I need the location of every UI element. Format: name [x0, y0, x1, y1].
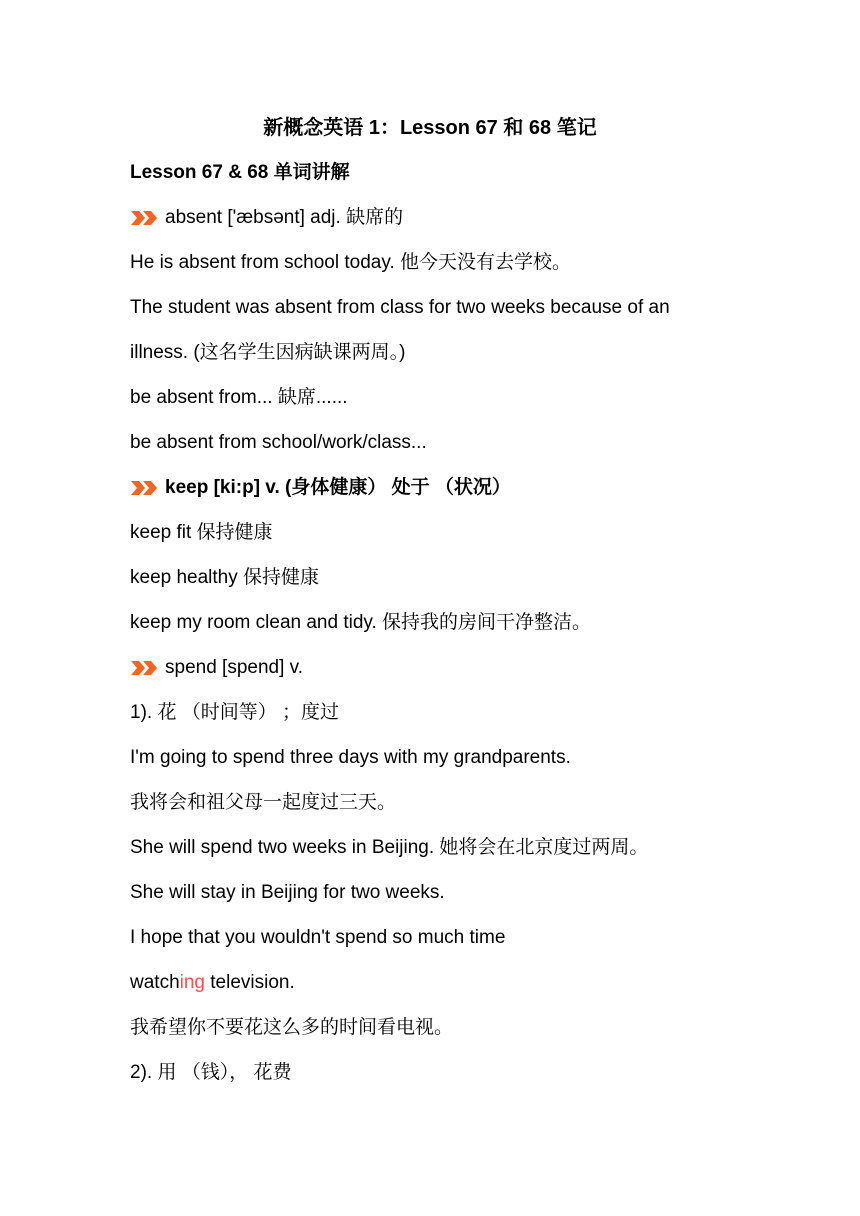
- entry-keep-head: [130, 476, 511, 500]
- absent-example-4: be absent from school/work/class...: [130, 432, 427, 453]
- entry-spend-head: [130, 656, 303, 680]
- keep-example-3: keep my room clean and tidy. 保持我的房间干净整洁。: [130, 612, 592, 633]
- spend-example-4a: I hope that you wouldn't spend so much time: [130, 927, 506, 948]
- spend-example-1b: 我将会和祖父母一起度过三天。: [130, 792, 397, 813]
- absent-example-1: He is absent from school today. 他今天没有去学校。: [130, 252, 571, 273]
- keep-example-1: keep fit 保持健康: [130, 522, 273, 543]
- spend-example-4b-highlight: ing: [179, 972, 205, 993]
- spend-example-3: She will stay in Beijing for two weeks.: [130, 882, 445, 903]
- absent-example-2b: illness. (这名学生因病缺课两周。): [130, 342, 406, 363]
- spend-example-2: She will spend two weeks in Beijing. 她将会在北京度过两周。: [130, 837, 649, 858]
- spend-example-4b-pre: watch: [130, 972, 180, 993]
- double-arrow-bullet-icon: [130, 660, 159, 676]
- spend-sense-1: 1). 花 （时间等） ；度过: [130, 702, 340, 723]
- spend-example-4b-post: television.: [205, 972, 295, 993]
- entry-absent-head: [130, 206, 403, 230]
- entry-absent-head-text: absent ['æbsənt] adj. 缺席的: [165, 207, 404, 228]
- spend-sense-2: 2). 用 （钱）， 花费: [130, 1062, 292, 1083]
- spend-example-4c: 我希望你不要花这么多的时间看电视。: [130, 1017, 454, 1038]
- keep-example-2: keep healthy 保持健康: [130, 567, 320, 588]
- double-arrow-bullet-icon: [130, 480, 159, 496]
- absent-example-3: be absent from... 缺席......: [130, 387, 348, 408]
- entry-spend-head-text: spend [spend] v.: [165, 657, 304, 678]
- document-title: 新概念英语 1：Lesson 67 和 68 笔记: [263, 117, 597, 139]
- entry-keep-head-text: keep [ki:p] v. (身体健康） 处于 （状况）: [165, 477, 511, 498]
- section-heading: Lesson 67 & 68 单词讲解: [130, 162, 350, 183]
- absent-example-2a: The student was absent from class for two weeks because of an: [130, 297, 670, 318]
- spend-example-1a: I'm going to spend three days with my grandparents.: [130, 747, 571, 768]
- double-arrow-bullet-icon: [130, 210, 159, 226]
- spend-example-4b: [130, 971, 295, 995]
